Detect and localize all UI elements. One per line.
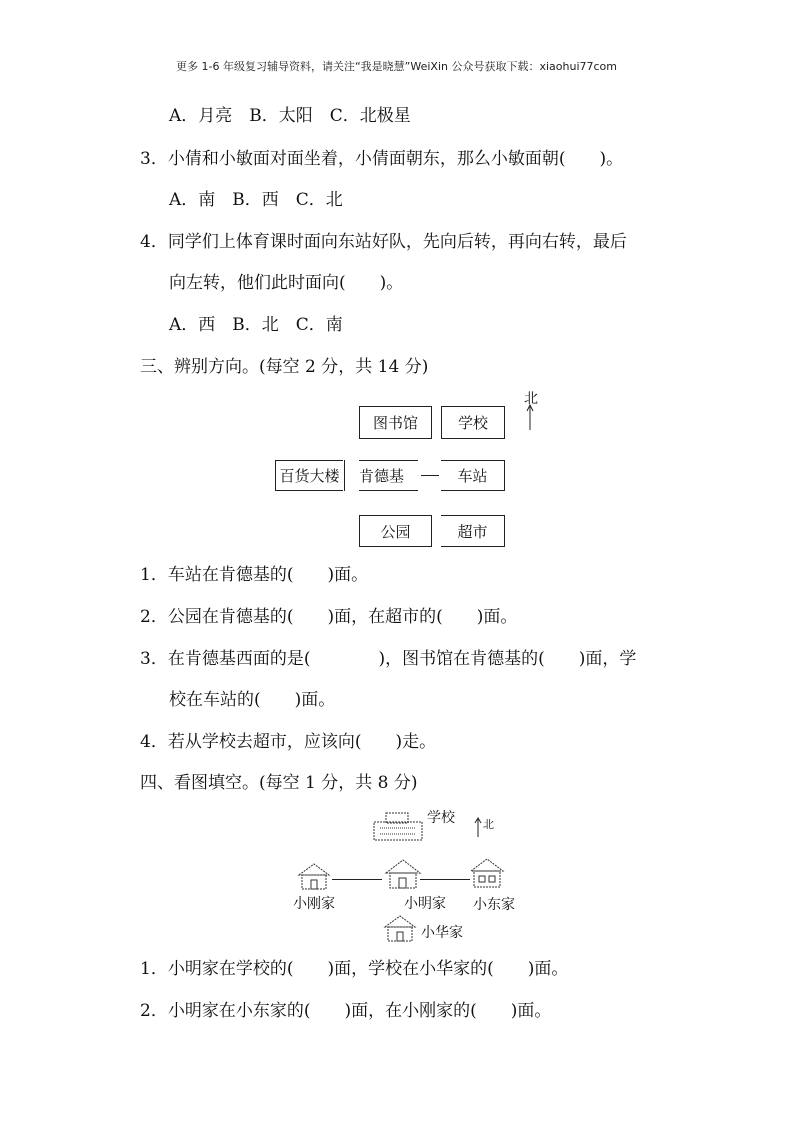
xiaoming-label: 小明家 — [404, 896, 446, 912]
q2-options: A．月亮 B．太阳 C．北极星 — [169, 106, 411, 126]
q3-text: 3．小倩和小敏面对面坐着，小倩面朝东，那么小敏面朝( )。 — [140, 149, 624, 169]
s3-q1: 1．车站在肯德基的( )面。 — [140, 565, 369, 585]
xiaodong-label: 小东家 — [473, 897, 515, 913]
s4-q2: 2．小明家在小东家的( )面，在小刚家的( )面。 — [140, 1001, 552, 1021]
map-connector — [421, 475, 439, 476]
school-label: 学校 — [427, 810, 455, 826]
s4-q1: 1．小明家在学校的( )面，学校在小华家的( )面。 — [140, 959, 569, 979]
s3-q2: 2．公园在肯德基的( )面，在超市的( )面。 — [140, 607, 518, 627]
school-building-icon — [370, 810, 426, 842]
map-supermarket: 超市 — [441, 515, 505, 547]
q3-options: A．南 B．西 C．北 — [169, 190, 343, 210]
map-station-bottom-border — [441, 490, 505, 491]
s3-q4: 4．若从学校去超市，应该向( )走。 — [140, 732, 437, 752]
s3-q3-line2: 校在车站的( )面。 — [169, 690, 336, 710]
north-label: 北 — [524, 391, 538, 407]
map-library: 图书馆 — [359, 406, 432, 439]
north-arrow-icon — [525, 404, 535, 430]
q4-line2: 向左转，他们此时面向( )。 — [169, 273, 404, 293]
map-park: 公园 — [359, 515, 432, 547]
map-kfc: 肯德基 — [344, 460, 418, 491]
road-right — [420, 879, 470, 880]
map-kfc-bottom-border — [359, 490, 418, 491]
map-school: 学校 — [441, 406, 505, 439]
map-kfc-top-border — [359, 460, 418, 461]
xiaoming-house-icon — [383, 857, 423, 891]
xiaohua-label: 小华家 — [421, 925, 463, 941]
q4-line1: 4．同学们上体育课时面向东站好队，先向后转，再向右转，最后 — [140, 232, 627, 252]
page-header: 更多 1-6 年级复习辅导资料，请关注“我是晓慧”WeiXin 公众号获取下载：xiaohui77com — [176, 60, 617, 73]
xiaohua-house-icon — [382, 913, 418, 943]
map-station-top-border — [441, 460, 505, 461]
map-store: 百货大楼 — [275, 460, 343, 491]
road-left — [332, 879, 382, 880]
xiaogang-house-icon — [296, 861, 332, 891]
section3-title: 三、辨别方向。(每空 2 分，共 14 分) — [140, 357, 429, 377]
s3-q3-line1: 3．在肯德基西面的是( )，图书馆在肯德基的( )面，学 — [140, 649, 637, 669]
north-label-2: 北 — [483, 818, 494, 831]
map-station: 车站 — [441, 460, 505, 491]
section4-title: 四、看图填空。(每空 1 分，共 8 分) — [140, 773, 418, 793]
xiaodong-house-icon — [468, 856, 506, 890]
xiaogang-label: 小刚家 — [293, 896, 335, 912]
q4-options: A．西 B．北 C．南 — [169, 315, 343, 335]
